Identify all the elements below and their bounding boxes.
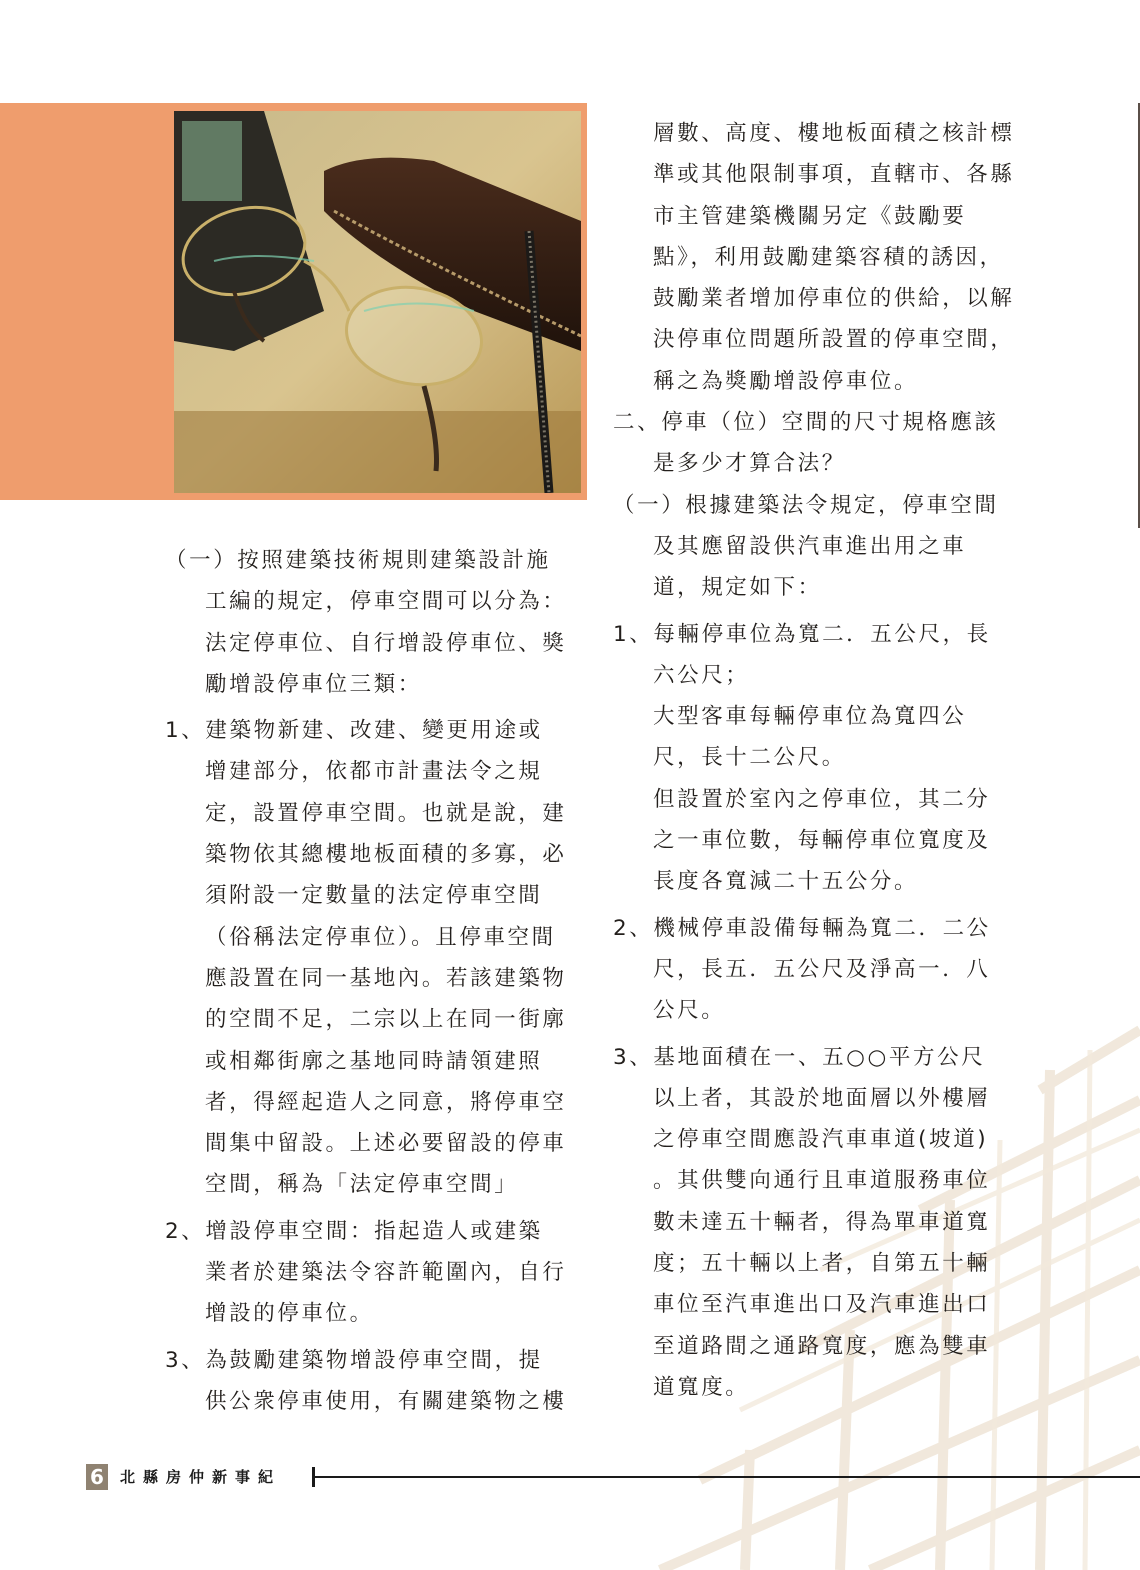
text-line: 2、機械停車設備每輛為寬二．二公	[613, 915, 991, 941]
text-line: 增建部分，依都市計畫法令之規	[205, 759, 543, 785]
text-line: 工編的規定，停車空間可以分為：	[205, 589, 567, 615]
phone-screen	[182, 121, 242, 201]
text-line: 尺，長五．五公尺及淨高一．八	[653, 956, 991, 982]
text-line: 須附設一定數量的法定停車空間	[205, 883, 543, 909]
text-line: 或相鄰街廓之基地同時請領建照	[205, 1048, 543, 1074]
text-line: 2、增設停車空間：指起造人或建築	[165, 1218, 543, 1244]
text-line: 公尺。	[653, 998, 726, 1024]
text-line: 業者於建築法令容許範圍內，自行	[205, 1260, 567, 1286]
text-line: 供公衆停車使用，有關建築物之樓	[205, 1388, 567, 1414]
section-heading: 是多少才算合法？	[653, 451, 846, 477]
text-line: 層數、高度、樓地板面積之核計標	[653, 121, 1015, 146]
text-line: 者，得經起造人之同意，將停車空	[205, 1089, 567, 1115]
glasses-pen-photo	[174, 111, 581, 493]
text-line: 定，設置停車空間。也就是說，建	[205, 800, 567, 826]
text-line: 法定停車位、自行增設停車位、獎	[205, 630, 567, 656]
text-line: 應設置在同一基地內。若該建築物	[205, 965, 567, 991]
photo-illustration	[174, 111, 581, 493]
text-line: （一）根據建築法令規定，停車空間	[613, 492, 999, 518]
text-line: 之一車位數，每輛停車位寬度及	[653, 828, 991, 854]
text-line: 尺，長十二公尺。	[653, 745, 846, 771]
text-line: 的空間不足，二宗以上在同一街廓	[205, 1007, 567, 1033]
page-number: 6	[86, 1464, 108, 1490]
text-line: 道寬度。	[653, 1374, 750, 1400]
text-line: 數未達五十輛者，得為單車道寬	[653, 1209, 991, 1235]
text-line: 稱之為獎勵增設停車位。	[653, 368, 919, 394]
text-line: 決停車位問題所設置的停車空間，	[653, 327, 1015, 353]
text-line: 1、建築物新建、改建、變更用途或	[165, 718, 543, 744]
text-line: 準或其他限制事項，直轄市、各縣	[653, 162, 1015, 188]
text-line: 勵增設停車位三類：	[205, 671, 422, 697]
text-line: （一）按照建築技術規則建築設計施	[165, 548, 551, 573]
section-heading: 二、停車（位）空間的尺寸規格應該	[613, 410, 999, 436]
text-line: 大型客車每輛停車位為寬四公	[653, 704, 967, 730]
text-line: 但設置於室內之停車位，其二分	[653, 786, 991, 812]
text-line: 度；五十輛以上者，自第五十輛	[653, 1251, 991, 1277]
text-line: 3、基地面積在一、五○○平方公尺	[613, 1044, 986, 1070]
text-line: 長度各寬減二十五公分。	[653, 869, 919, 895]
text-line: 以上者，其設於地面層以外樓層	[653, 1085, 991, 1111]
text-line: 車位至汽車進出口及汽車進出口	[653, 1292, 991, 1318]
text-line: 3、為鼓勵建築物增設停車空間，提	[165, 1347, 543, 1373]
text-line: （俗稱法定停車位）。且停車空間	[205, 924, 556, 950]
left-text-column	[165, 540, 585, 1422]
text-line: 道，規定如下：	[653, 575, 822, 601]
right-text-column	[613, 113, 1033, 1408]
text-line: 鼓勵業者增加停車位的供給，以解	[653, 286, 1015, 312]
text-line: 及其應留設供汽車進出用之車	[653, 533, 967, 559]
text-line: 築物依其總樓地板面積的多寡，必	[205, 842, 567, 868]
text-line: 間集中留設。上述必要留設的停車	[205, 1131, 567, 1157]
text-line: 1、每輛停車位為寬二．五公尺，長	[613, 621, 991, 647]
magazine-title: 北縣房仲新事紀	[120, 1468, 282, 1486]
text-line: 。其供雙向通行且車道服務車位	[653, 1168, 991, 1194]
text-line: 之停車空間應設汽車車道(坡道)	[653, 1127, 989, 1153]
text-line: 至道路間之通路寬度，應為雙車	[653, 1333, 991, 1359]
text-line: 市主管建築機關另定《鼓勵要	[653, 203, 967, 229]
text-line: 增設的停車位。	[205, 1301, 374, 1327]
text-line: 六公尺；	[653, 662, 750, 688]
text-line: 空間，稱為「法定停車空間」	[205, 1172, 519, 1198]
footer-rule	[314, 1476, 1140, 1478]
text-line: 點》，利用鼓勵建築容積的誘因，	[653, 244, 1004, 270]
